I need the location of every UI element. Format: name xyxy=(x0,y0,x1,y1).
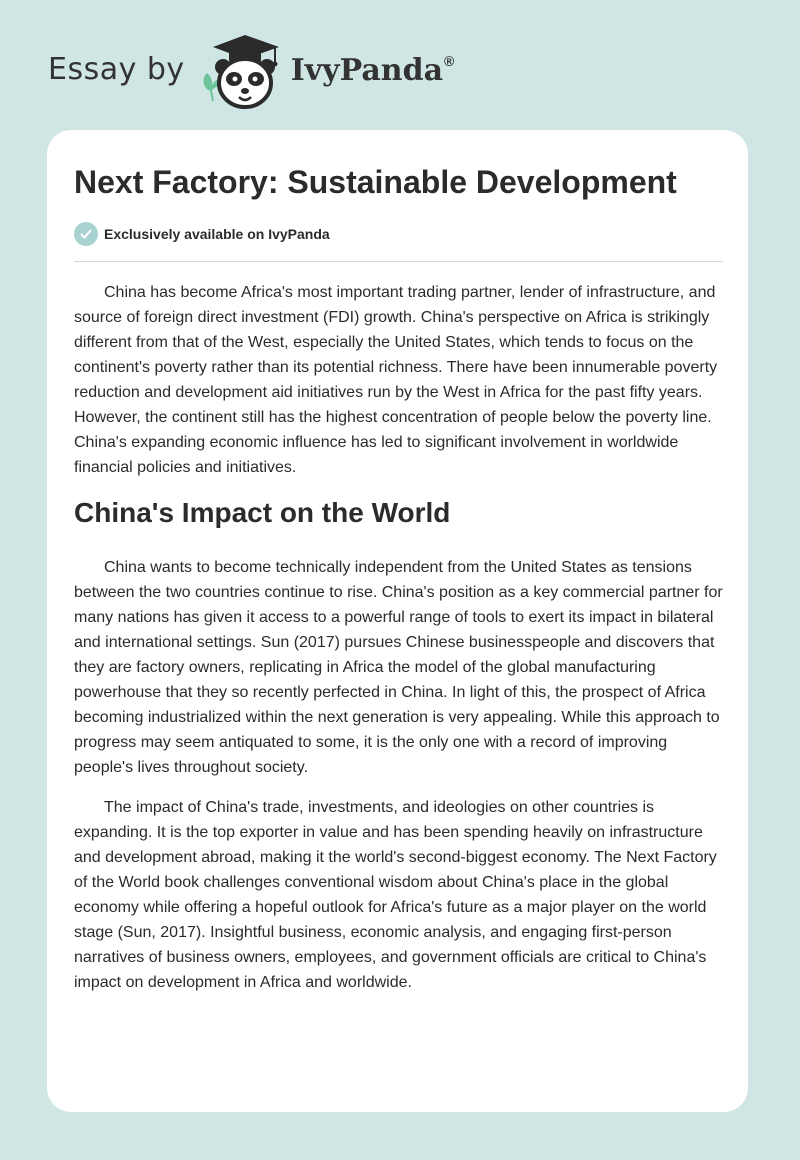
panda-graduate-logo-icon[interactable] xyxy=(199,33,285,111)
essay-body xyxy=(74,280,724,1010)
check-circle-icon xyxy=(74,222,98,246)
essay-card xyxy=(47,130,748,1112)
site-header xyxy=(48,32,454,112)
registered-mark: ® xyxy=(444,52,455,69)
section-heading: China's Impact on the World xyxy=(74,497,451,528)
exclusive-badge-label: Exclusively available on IvyPanda xyxy=(104,226,330,242)
brand-name[interactable]: IvyPanda® xyxy=(290,52,455,88)
page-title: Next Factory: Sustainable Development xyxy=(74,164,677,200)
essay-by-label: Essay by xyxy=(48,51,185,87)
paragraph: The impact of China's trade, investments, and ideologies on other countries is expanding. It is the top exporter in value and has been spending heavily on infrastructure and development abroad, making it the world's second-biggest economy. The Next Factory of the World book challenges conventional wisdom about China's place in the global economy while offering a hopeful outlook for Africa's future as a major player on the world stage (Sun, 2017). Insightful business, economic analysis, and engaging first-person narratives of business owners, employees, and government officials are critical to China's impact on development in Africa and worldwide. xyxy=(74,799,717,991)
paragraph: China wants to become technically independent from the United States as tensions between the two countries continue to rise. China's position as a key commercial partner for many nations has given it access to a powerful range of tools to exert its impact in bilateral and international settings. Sun (2017) pursues Chinese businesspeople and discovers that they are factory owners, replicating in Africa the model of the global manufacturing powerhouse that they so recently perfected in China. In light of this, the prospect of Africa becoming industrialized within the next generation is very appealing. While this approach to progress may seem antiquated to some, it is the only one with a record of improving people's lives throughout society. xyxy=(74,559,723,776)
paragraph: China has become Africa's most important trading partner, lender of infrastructure, and source of foreign direct investment (FDI) growth. China's perspective on Africa is strikingly different from that of the West, especially the United States, which tends to focus on the continent's poverty rather than its potential richness. There have been innumerable poverty reduction and development aid initiatives run by the West in Africa for the past fifty years. However, the continent still has the highest concentration of people below the poverty line. China's expanding economic influence has led to significant involvement in worldwide financial policies and initiatives. xyxy=(74,284,718,476)
exclusive-badge xyxy=(74,222,330,246)
divider xyxy=(74,261,723,262)
